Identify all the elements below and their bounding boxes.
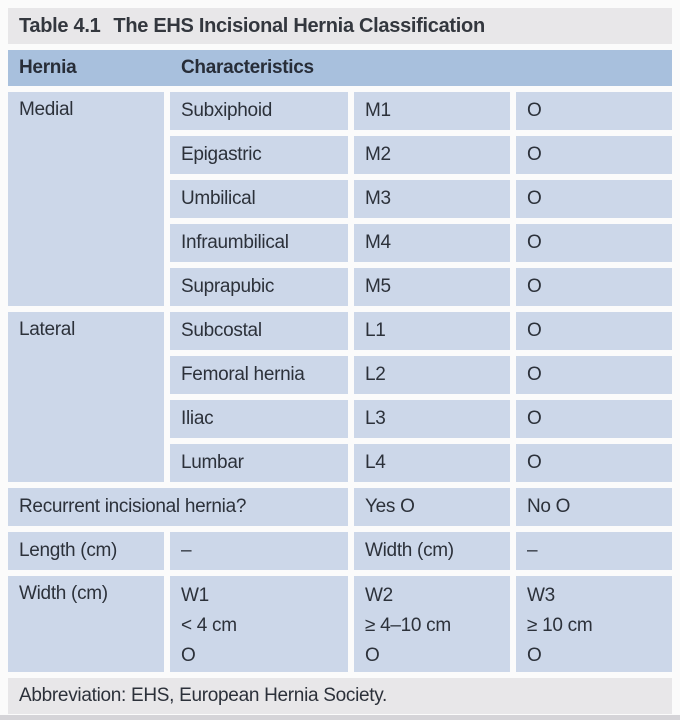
table-number: Table 4.1: [19, 14, 101, 37]
width-option-w2: [354, 576, 510, 672]
group-label-lateral: Lateral: [8, 312, 164, 482]
code-cell: L4: [354, 444, 510, 482]
code-cell: L1: [354, 312, 510, 350]
site-cell: Lumbar: [170, 444, 348, 482]
table-title-bar: [8, 8, 672, 44]
classification-grid: [8, 92, 672, 672]
width-option-w3: [516, 576, 672, 672]
width-code: W3: [527, 585, 555, 606]
code-cell: M5: [354, 268, 510, 306]
circle-mark: O: [516, 180, 672, 218]
width-range: ≥ 4–10 cm: [365, 615, 451, 636]
code-cell: M4: [354, 224, 510, 262]
circle-mark: O: [516, 268, 672, 306]
site-cell: Umbilical: [170, 180, 348, 218]
code-cell: M2: [354, 136, 510, 174]
width-row-label: Width (cm): [8, 576, 164, 672]
width-value-inline: –: [516, 532, 672, 570]
site-cell: Suprapubic: [170, 268, 348, 306]
recurrent-no-option: No O: [516, 488, 672, 526]
site-cell: Subxiphoid: [170, 92, 348, 130]
bottom-edge-divider: [0, 715, 680, 720]
site-cell: Epigastric: [170, 136, 348, 174]
recurrent-yes-option: Yes O: [354, 488, 510, 526]
circle-mark: O: [516, 136, 672, 174]
table-header-row: [8, 50, 672, 86]
circle-mark: O: [516, 92, 672, 130]
width-option-w1: [170, 576, 348, 672]
circle-mark: O: [365, 645, 380, 666]
group-label-medial: Medial: [8, 92, 164, 306]
code-cell: M3: [354, 180, 510, 218]
site-cell: Infraumbilical: [170, 224, 348, 262]
circle-mark: O: [516, 224, 672, 262]
circle-mark: O: [516, 356, 672, 394]
code-cell: L2: [354, 356, 510, 394]
length-label: Length (cm): [8, 532, 164, 570]
site-cell: Femoral hernia: [170, 356, 348, 394]
width-range: ≥ 10 cm: [527, 615, 593, 636]
circle-mark: O: [516, 312, 672, 350]
circle-mark: O: [516, 400, 672, 438]
width-range: < 4 cm: [181, 615, 237, 636]
width-code: W2: [365, 585, 393, 606]
code-cell: M1: [354, 92, 510, 130]
width-label-inline: Width (cm): [354, 532, 510, 570]
site-cell: Iliac: [170, 400, 348, 438]
length-value: –: [170, 532, 348, 570]
abbreviation-footnote: Abbreviation: EHS, European Hernia Society.: [8, 678, 672, 714]
circle-mark: O: [527, 645, 542, 666]
circle-mark: O: [181, 645, 196, 666]
circle-mark: O: [516, 444, 672, 482]
column-header-characteristics: Characteristics: [181, 57, 314, 78]
table-title: The EHS Incisional Hernia Classification: [113, 14, 485, 37]
site-cell: Subcostal: [170, 312, 348, 350]
width-code: W1: [181, 585, 209, 606]
code-cell: L3: [354, 400, 510, 438]
recurrent-question: Recurrent incisional hernia?: [8, 488, 348, 526]
column-header-hernia: Hernia: [19, 57, 77, 78]
